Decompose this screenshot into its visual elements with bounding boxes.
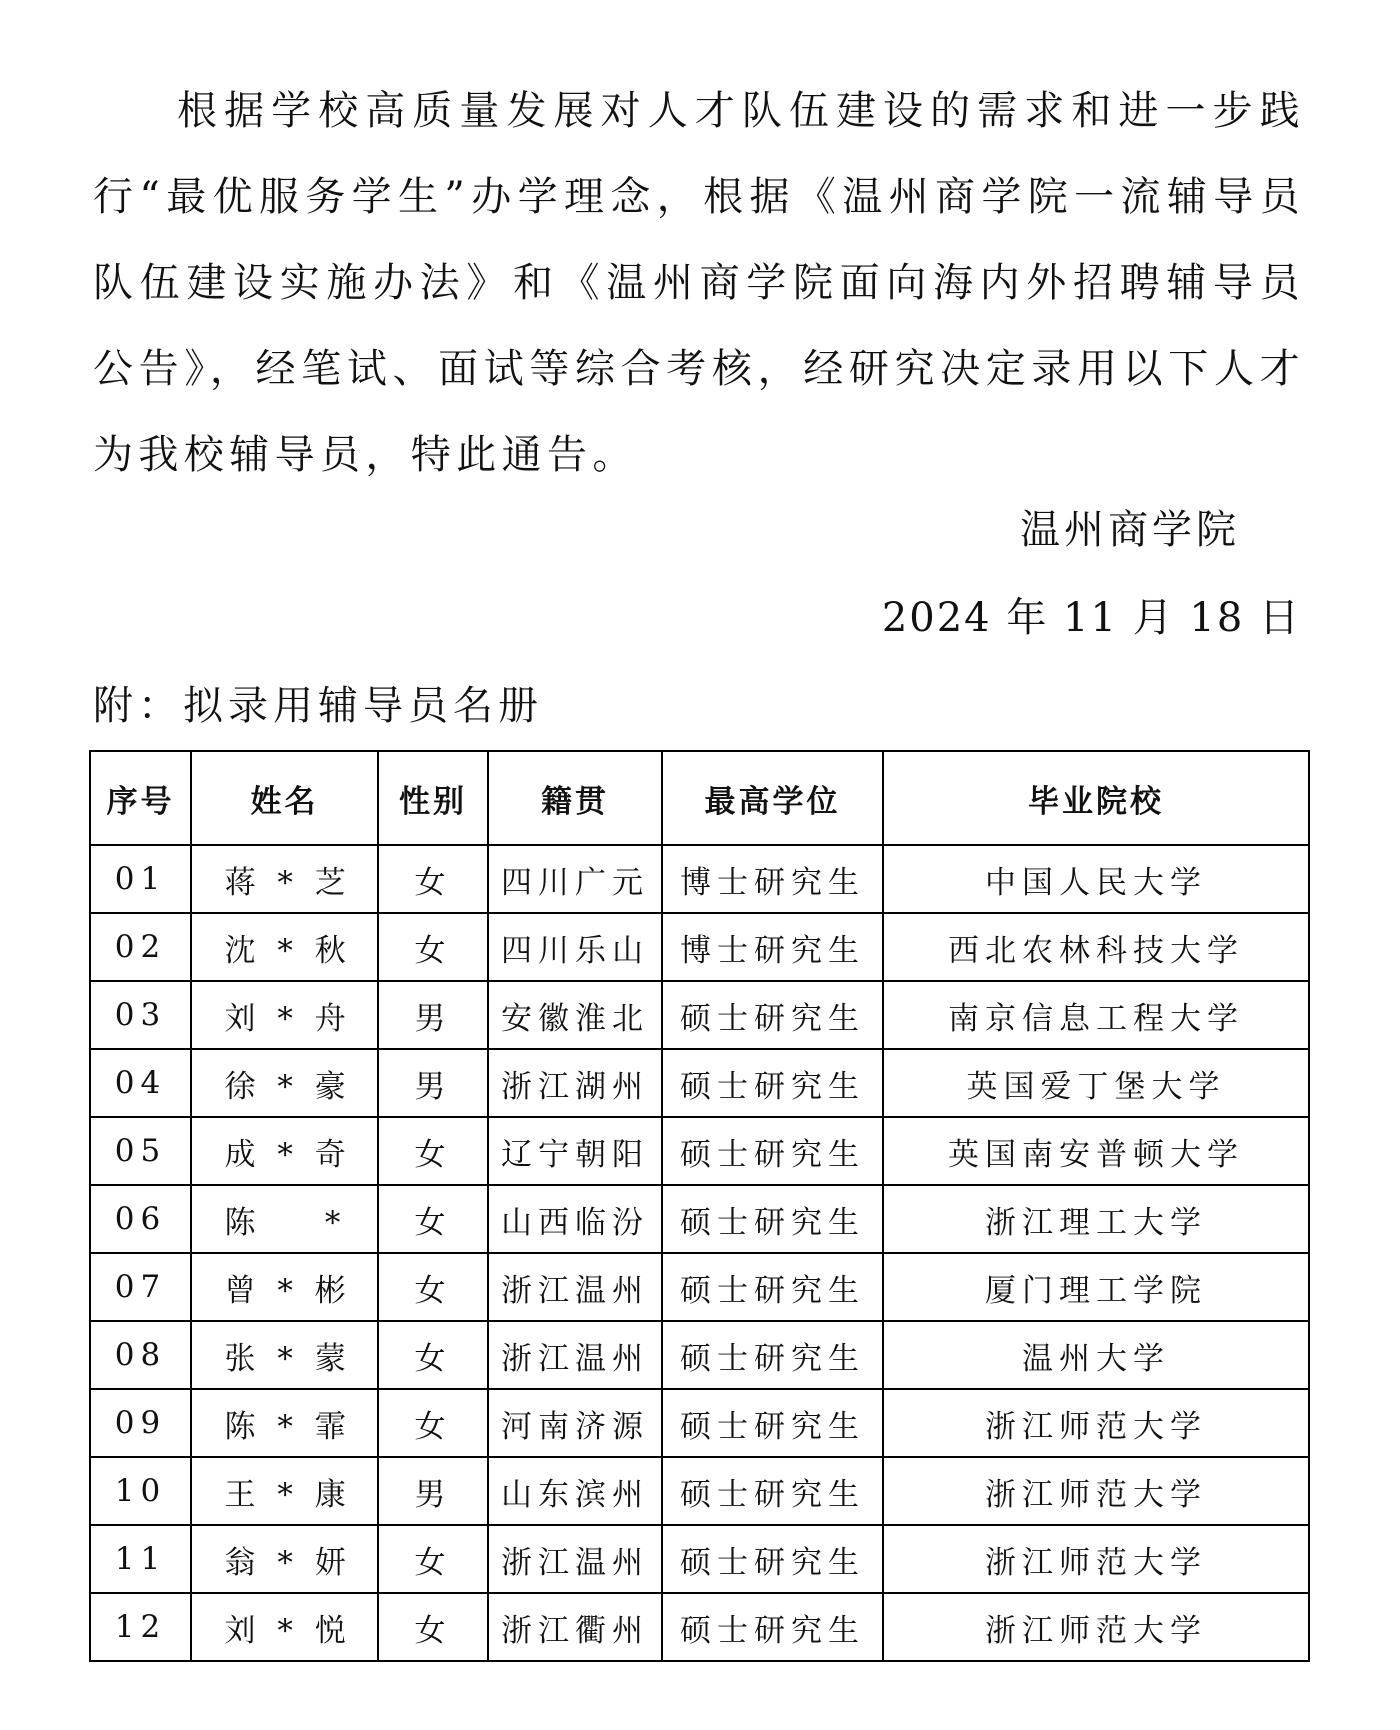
cell-name-text: 刘 * 悦	[224, 1612, 352, 1649]
cell-gender	[378, 1525, 488, 1593]
notice-paragraph: 根据学校高质量发展对人才队伍建设的需求和进一步践行“最优服务学生”办学理念，根据《温州商学院一流辅导员队伍建设实施办法》和《温州商学院面向海内外招聘辅导员公告》，经笔试、面试等综合考核，经研究决定录用以下人才为我校辅导员，特此通告。	[93, 88, 1305, 478]
table-row	[90, 1321, 1309, 1389]
cell-gender	[378, 1049, 488, 1117]
cell-origin	[488, 1321, 662, 1389]
cell-no	[90, 981, 191, 1049]
cell-origin	[488, 845, 662, 913]
cell-degree	[662, 1253, 883, 1321]
cell-no-text: 11	[114, 1541, 167, 1577]
cell-name	[191, 1457, 378, 1525]
cell-school	[883, 1321, 1309, 1389]
cell-school	[883, 1117, 1309, 1185]
cell-origin	[488, 1185, 662, 1253]
cell-origin	[488, 1593, 662, 1661]
cell-origin	[488, 1525, 662, 1593]
cell-name-text: 蒋 * 芝	[224, 864, 352, 901]
cell-no-text: 05	[114, 1133, 167, 1169]
cell-school	[883, 1457, 1309, 1525]
table-row	[90, 913, 1309, 981]
cell-no-text: 10	[114, 1473, 167, 1509]
cell-school	[883, 981, 1309, 1049]
table-row	[90, 1389, 1309, 1457]
cell-origin-text: 山西临汾	[501, 1204, 649, 1241]
cell-degree	[662, 1389, 883, 1457]
cell-gender-text: 女	[414, 1612, 452, 1649]
table-row	[90, 1185, 1309, 1253]
cell-degree-text: 博士研究生	[680, 932, 865, 969]
cell-name	[191, 981, 378, 1049]
header-origin: 籍贯	[488, 751, 662, 845]
cell-gender	[378, 1321, 488, 1389]
cell-origin	[488, 1049, 662, 1117]
cell-degree-text: 硕士研究生	[680, 1408, 865, 1445]
cell-no	[90, 1117, 191, 1185]
cell-gender	[378, 1593, 488, 1661]
cell-degree-text: 硕士研究生	[680, 1204, 865, 1241]
cell-no	[90, 913, 191, 981]
cell-school	[883, 1253, 1309, 1321]
cell-name	[191, 1117, 378, 1185]
cell-origin-text: 浙江温州	[501, 1544, 649, 1581]
cell-school-text: 浙江师范大学	[985, 1408, 1207, 1445]
cell-no-text: 07	[114, 1269, 167, 1305]
cell-school-text: 厦门理工学院	[985, 1272, 1207, 1309]
cell-degree-text: 硕士研究生	[680, 1340, 865, 1377]
cell-gender	[378, 845, 488, 913]
cell-gender-text: 男	[414, 1476, 452, 1513]
annex-title: 附：拟录用辅导员名册	[93, 683, 543, 729]
header-school: 毕业院校	[883, 751, 1309, 845]
cell-school-text: 浙江师范大学	[985, 1612, 1207, 1649]
cell-gender-text: 男	[414, 1000, 452, 1037]
cell-origin	[488, 1253, 662, 1321]
cell-gender-text: 女	[414, 1272, 452, 1309]
cell-gender	[378, 1253, 488, 1321]
cell-name-text: 徐 * 豪	[224, 1068, 352, 1105]
cell-origin	[488, 913, 662, 981]
table-row	[90, 1457, 1309, 1525]
cell-no-text: 04	[114, 1065, 167, 1101]
cell-name-text: 成 * 奇	[224, 1136, 352, 1173]
cell-no-text: 09	[114, 1405, 167, 1441]
cell-origin-text: 四川乐山	[501, 932, 649, 969]
cell-origin-text: 浙江衢州	[501, 1612, 649, 1649]
cell-no	[90, 1049, 191, 1117]
cell-school	[883, 1185, 1309, 1253]
table-row	[90, 1593, 1309, 1661]
cell-school	[883, 1389, 1309, 1457]
cell-school	[883, 1049, 1309, 1117]
cell-no	[90, 1389, 191, 1457]
cell-degree-text: 硕士研究生	[680, 1136, 865, 1173]
cell-degree	[662, 1593, 883, 1661]
cell-name-text: 曾 * 彬	[224, 1272, 352, 1309]
cell-no	[90, 1457, 191, 1525]
header-degree: 最高学位	[662, 751, 883, 845]
cell-no-text: 08	[114, 1337, 167, 1373]
cell-school	[883, 845, 1309, 913]
cell-name-text: 王 * 康	[224, 1476, 352, 1513]
cell-name	[191, 1253, 378, 1321]
cell-no-text: 12	[114, 1609, 167, 1645]
cell-gender	[378, 913, 488, 981]
cell-gender	[378, 1457, 488, 1525]
table-row	[90, 845, 1309, 913]
cell-origin-text: 辽宁朝阳	[501, 1136, 649, 1173]
cell-degree	[662, 1049, 883, 1117]
cell-gender	[378, 1185, 488, 1253]
cell-degree-text: 硕士研究生	[680, 1612, 865, 1649]
cell-origin-text: 河南济源	[501, 1408, 649, 1445]
cell-gender-text: 女	[414, 1204, 452, 1241]
cell-name	[191, 913, 378, 981]
cell-school-text: 浙江师范大学	[985, 1476, 1207, 1513]
header-name: 姓名	[191, 751, 378, 845]
cell-gender-text: 男	[414, 1068, 452, 1105]
cell-degree-text: 硕士研究生	[680, 1000, 865, 1037]
cell-origin	[488, 1117, 662, 1185]
cell-origin	[488, 981, 662, 1049]
cell-origin-text: 浙江温州	[501, 1272, 649, 1309]
cell-gender-text: 女	[414, 1340, 452, 1377]
cell-origin-text: 浙江湖州	[501, 1068, 649, 1105]
cell-name-text: 刘 * 舟	[224, 1000, 352, 1037]
cell-name	[191, 1049, 378, 1117]
cell-no	[90, 1321, 191, 1389]
cell-school-text: 英国爱丁堡大学	[966, 1068, 1226, 1105]
cell-origin	[488, 1457, 662, 1525]
cell-school-text: 南京信息工程大学	[948, 1000, 1244, 1037]
cell-degree	[662, 981, 883, 1049]
cell-name	[191, 1525, 378, 1593]
cell-degree-text: 硕士研究生	[680, 1476, 865, 1513]
cell-origin-text: 安徽淮北	[501, 1000, 649, 1037]
cell-gender	[378, 981, 488, 1049]
cell-origin	[488, 1389, 662, 1457]
signature-date: 2024 年 11 月 18 日	[881, 595, 1301, 641]
cell-school-text: 温州大学	[1022, 1340, 1170, 1377]
cell-degree-text: 硕士研究生	[680, 1544, 865, 1581]
table-row	[90, 1253, 1309, 1321]
cell-name	[191, 1321, 378, 1389]
cell-no-text: 01	[114, 861, 167, 897]
cell-gender	[378, 1389, 488, 1457]
cell-degree	[662, 1117, 883, 1185]
cell-origin-text: 山东滨州	[501, 1476, 649, 1513]
cell-name-text: 沈 * 秋	[224, 932, 352, 969]
cell-degree	[662, 845, 883, 913]
cell-degree	[662, 1457, 883, 1525]
cell-school	[883, 1525, 1309, 1593]
cell-degree-text: 硕士研究生	[680, 1272, 865, 1309]
cell-school-text: 浙江师范大学	[985, 1544, 1207, 1581]
cell-degree-text: 硕士研究生	[680, 1068, 865, 1105]
cell-gender-text: 女	[414, 1136, 452, 1173]
cell-gender-text: 女	[414, 1544, 452, 1581]
cell-gender-text: 女	[414, 932, 452, 969]
cell-no	[90, 1525, 191, 1593]
cell-school-text: 英国南安普顿大学	[948, 1136, 1244, 1173]
cell-school	[883, 913, 1309, 981]
cell-degree	[662, 913, 883, 981]
cell-school	[883, 1593, 1309, 1661]
table-row	[90, 1117, 1309, 1185]
cell-school-text: 西北农林科技大学	[948, 932, 1244, 969]
cell-no	[90, 845, 191, 913]
cell-degree	[662, 1525, 883, 1593]
cell-school-text: 浙江理工大学	[985, 1204, 1207, 1241]
cell-gender-text: 女	[414, 864, 452, 901]
cell-name-text: 陈 *	[224, 1204, 347, 1241]
cell-school-text: 中国人民大学	[985, 864, 1207, 901]
cell-name	[191, 1185, 378, 1253]
cell-origin-text: 四川广元	[501, 864, 649, 901]
table-row	[90, 981, 1309, 1049]
header-gender: 性别	[378, 751, 488, 845]
cell-degree	[662, 1185, 883, 1253]
cell-name-text: 陈 * 霏	[224, 1408, 352, 1445]
table-header-row	[90, 751, 1309, 845]
cell-name	[191, 1593, 378, 1661]
cell-degree-text: 博士研究生	[680, 864, 865, 901]
cell-no-text: 03	[114, 997, 167, 1033]
cell-gender-text: 女	[414, 1408, 452, 1445]
cell-no	[90, 1593, 191, 1661]
cell-name	[191, 1389, 378, 1457]
table-row	[90, 1525, 1309, 1593]
cell-name-text: 张 * 蒙	[224, 1340, 352, 1377]
header-no: 序号	[90, 751, 191, 845]
cell-name-text: 翁 * 妍	[224, 1544, 352, 1581]
cell-no-text: 06	[114, 1201, 167, 1237]
signature-organization: 温州商学院	[1020, 507, 1240, 553]
table-row	[90, 1049, 1309, 1117]
cell-origin-text: 浙江温州	[501, 1340, 649, 1377]
cell-no-text: 02	[114, 929, 167, 965]
cell-no	[90, 1185, 191, 1253]
cell-gender	[378, 1117, 488, 1185]
cell-no	[90, 1253, 191, 1321]
counselor-roster-table	[89, 750, 1310, 1662]
cell-degree	[662, 1321, 883, 1389]
cell-name	[191, 845, 378, 913]
